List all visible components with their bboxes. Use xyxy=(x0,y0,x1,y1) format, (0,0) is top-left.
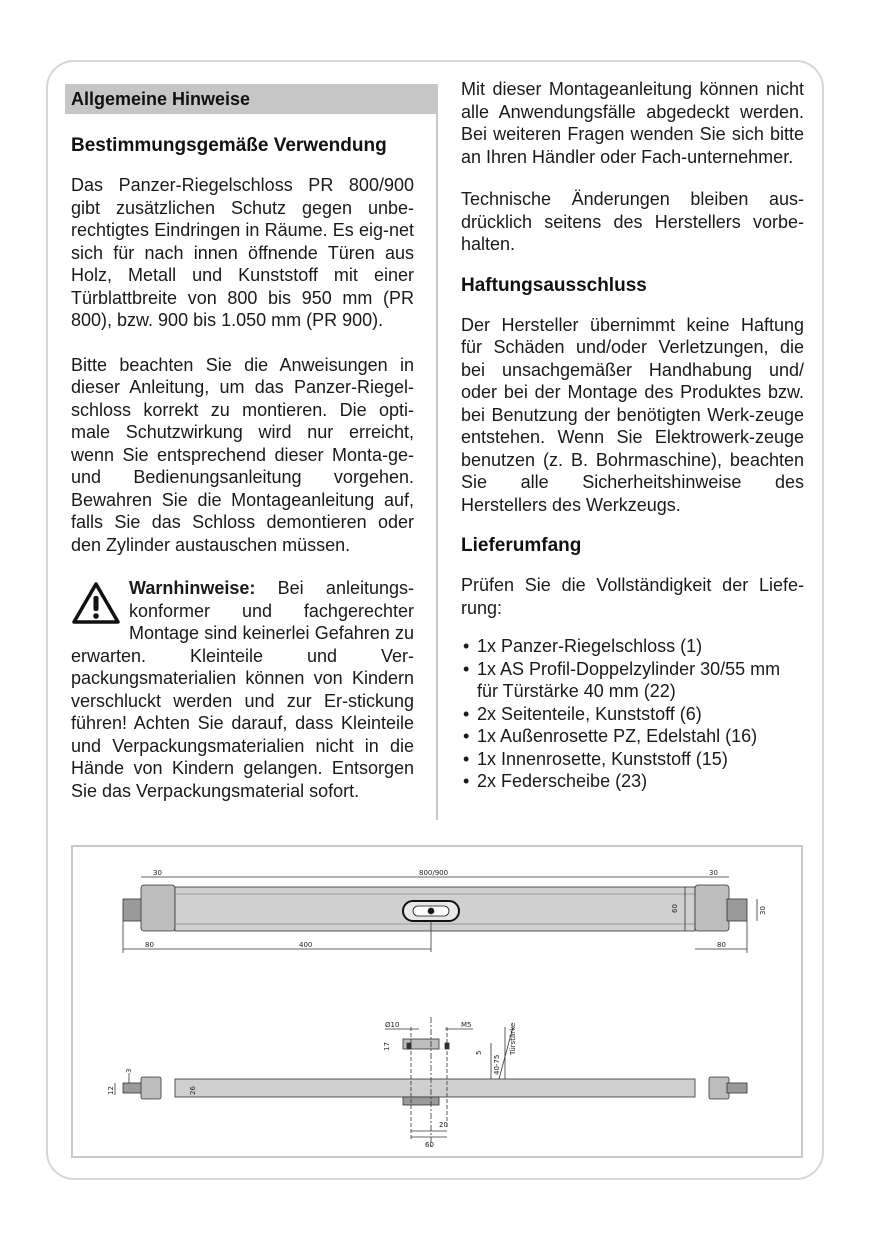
left-cylinder-end xyxy=(123,899,143,921)
right-end-piece xyxy=(709,1077,729,1099)
dim-twelve: 12 xyxy=(107,1086,115,1095)
dim-hole: Ø10 xyxy=(385,1021,400,1029)
dim-height-17: 17 xyxy=(383,1042,391,1051)
dim-five: 5 xyxy=(475,1050,483,1055)
dim-twenty: 20 xyxy=(439,1121,448,1129)
lock-bar-side xyxy=(175,1079,695,1097)
dim-range: 40-75 xyxy=(493,1054,501,1075)
warning-text: Bei anleitungs-konformer und fachgerechter Montage sind keinerlei Gefahren zu erwarten. Kleinteile und Ver-packungsmaterialien können von Kindern verschluckt werden und zur Er-stickung führen! Achten Sie darauf, dass Kleinteile und Verpackungsmaterialien nicht in die Hände von Kindern gelangen. Entsorgen Sie das Verpackungsmaterial sofort. xyxy=(71,578,414,801)
paragraph-instructions: Bitte beachten Sie die Anweisungen in dieser Anleitung, um das Panzer-Riegel-schloss korrekt zu montieren. Die opti-male Schutzwirkung wird nur erreicht, wenn Sie entsprechend dieser Monta-ge- und Bedienungsanleitung vorgehen. Bewahren Sie die Montageanleitung auf, falls Sie das Schloss demontieren oder den Zylinder austauschen müssen. xyxy=(71,354,414,555)
paragraph-description: Das Panzer-Riegelschloss PR 800/900 gibt zusätzlichen Schutz gegen unbe-rechtigtes Eindringen in Räume. Es eig-net sich für nach innen öffnende Türen aus Holz, Metall und Kunststoff mit einer Türblattbreite von 800 bis 950 mm (PR 800), bzw. 900 bis 1.050 mm (PR 900). xyxy=(71,175,414,330)
dim-height: 60 xyxy=(671,904,679,913)
heading-liability: Haftungsausschluss xyxy=(461,274,647,296)
dim-three: 3 xyxy=(125,1068,133,1073)
section-title: Allgemeine Hinweise xyxy=(65,84,436,114)
left-column xyxy=(71,84,414,802)
dim-right-cap: 30 xyxy=(709,869,718,877)
list-item: • 2x Federscheibe (23) xyxy=(461,770,804,793)
delivery-list xyxy=(461,635,804,793)
right-side-cap xyxy=(695,885,729,931)
column-divider xyxy=(436,84,438,820)
left-side-cap xyxy=(141,885,175,931)
paragraph-technical-changes: Technische Änderungen bleiben aus-drücklich seitens des Herstellers vorbe-halten. xyxy=(461,189,804,254)
dim-right-height: 30 xyxy=(759,906,767,915)
dim-overall-length: 800/900 xyxy=(419,869,449,877)
right-column xyxy=(461,78,804,793)
warning-triangle-icon xyxy=(71,581,121,625)
dim-door-thickness: Türstärke xyxy=(509,1022,517,1055)
heading-intended-use: Bestimmungsgemäße Verwendung xyxy=(71,135,387,156)
right-cylinder-end xyxy=(727,899,747,921)
paragraph-liability: Der Hersteller übernimmt keine Haftung für Schäden und/oder Verletzungen, die bei unsachgemäßer Handhabung und/ oder bei der Montage des Produktes bzw. bei Benutzung der benötigten Werk-zeuge entstehen. Wenn Sie Elektrowerk-zeuge benutzen (z. B. Bohrmaschine), beachten Sie alle Sicherheitshinweise des Herstellers des Werkzeugs. xyxy=(461,314,804,515)
paragraph-scope-note: Mit dieser Montageanleitung können nicht alle Anwendungsfälle abgedeckt werden. Bei weiteren Fragen wenden Sie sich bitte an Ihren Händler oder Fach-unternehmer. xyxy=(461,79,804,167)
heading-delivery-scope: Lieferumfang xyxy=(461,535,582,556)
list-item: • 1x Innenrosette, Kunststoff (15) xyxy=(461,748,804,771)
list-item: • 2x Seitenteile, Kunststoff (6) xyxy=(461,703,804,726)
lock-dimension-drawing xyxy=(73,847,801,1156)
left-end-piece xyxy=(141,1077,161,1099)
dim-thread: M5 xyxy=(461,1021,472,1029)
warning-block xyxy=(71,577,414,802)
list-item: • 1x Außenrosette PZ, Edelstahl (16) xyxy=(461,725,804,748)
technical-drawing xyxy=(71,845,803,1158)
list-item: • 1x AS Profil-Doppelzylinder 30/55 mm für Türstärke 40 mm (22) xyxy=(461,658,804,703)
dim-right-end: 80 xyxy=(717,941,726,949)
dim-left-cap: 30 xyxy=(153,869,162,877)
paragraph-check-delivery: Prüfen Sie die Vollständigkeit der Liefe-rung: xyxy=(461,575,804,618)
dim-half-length: 400 xyxy=(299,941,313,949)
list-item: • 1x Panzer-Riegelschloss (1) xyxy=(461,635,804,658)
dim-sixty: 60 xyxy=(425,1141,434,1149)
warning-title: Warnhinweise: xyxy=(129,578,256,598)
dim-depth-26: 26 xyxy=(189,1086,197,1095)
dim-left-end: 80 xyxy=(145,941,154,949)
